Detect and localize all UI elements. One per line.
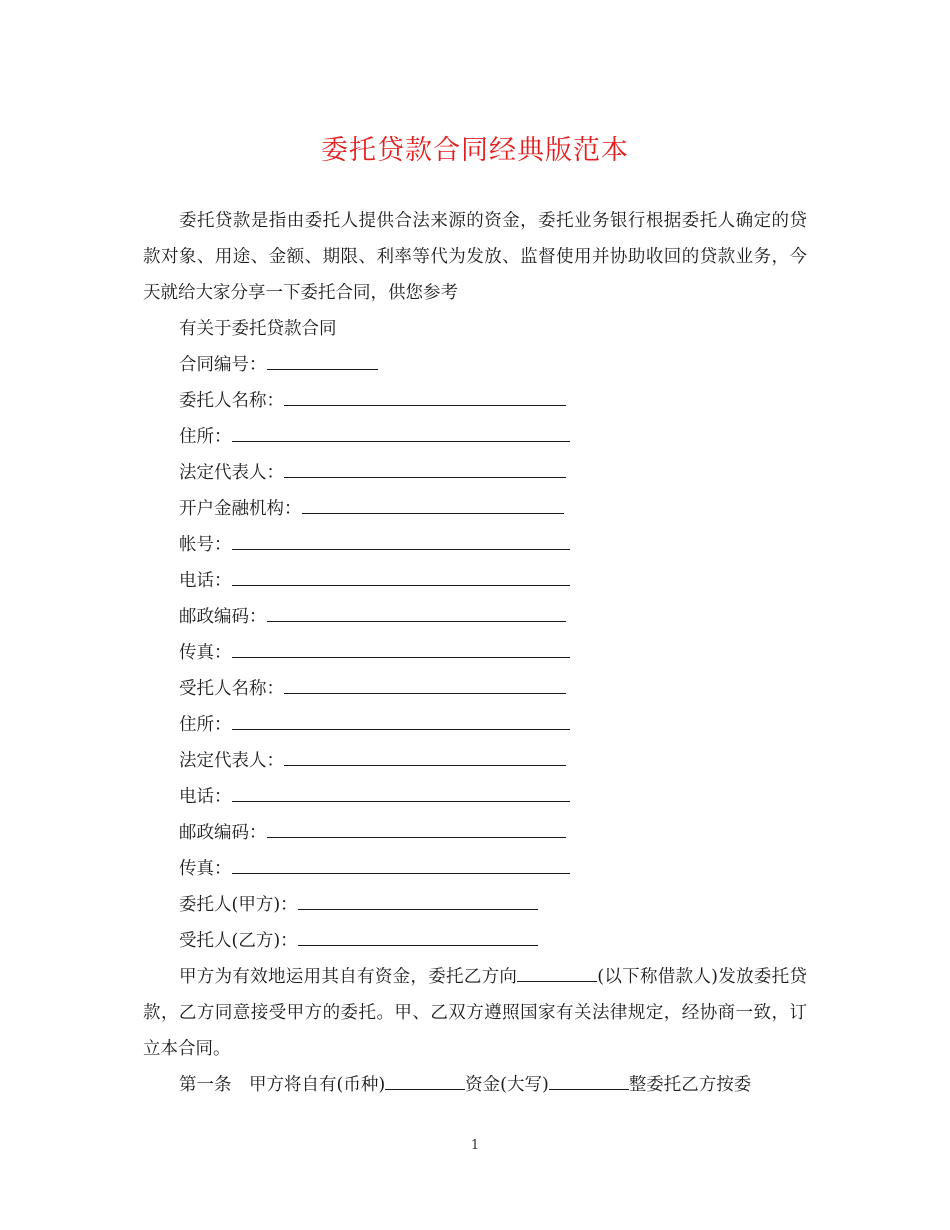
agreement-paragraph: [143, 959, 807, 1067]
field-label: 开户金融机构：: [179, 499, 302, 519]
field-principal-fax: [143, 635, 807, 671]
document-title: 委托贷款合同经典版范本: [321, 135, 629, 166]
field-trustee-address: [143, 707, 807, 743]
page-number: 1: [470, 1138, 480, 1153]
field-label: 委托人名称：: [179, 391, 284, 411]
article-1-text-1: 第一条 甲方将自有(币种): [179, 1075, 386, 1095]
principal-fax-blank[interactable]: [232, 635, 570, 658]
field-label: 受托人(乙方)：: [179, 931, 298, 951]
intro-paragraph: 委托贷款是指由委托人提供合法来源的资金，委托业务银行根据委托人确定的贷款对象、用途、金额、期限、利率等代为发放、监督使用并协助收回的贷款业务，今天就给大家分享一下委托合同，供您参考: [143, 211, 807, 303]
principal-legal-rep-blank[interactable]: [284, 455, 566, 478]
field-contract-number: [143, 347, 807, 383]
field-label: 传真：: [179, 859, 232, 879]
field-label: 法定代表人：: [179, 751, 284, 771]
field-trustee-postcode: [143, 815, 807, 851]
field-principal-name: [143, 383, 807, 419]
field-principal-phone: [143, 563, 807, 599]
field-trustee-name: [143, 671, 807, 707]
principal-bank-blank[interactable]: [302, 491, 564, 514]
trustee-postcode-blank[interactable]: [267, 815, 566, 838]
field-principal-address: [143, 419, 807, 455]
principal-phone-blank[interactable]: [232, 563, 570, 586]
contract-heading: 有关于委托贷款合同: [179, 319, 337, 339]
field-label: 住所：: [179, 715, 232, 735]
field-principal-account: [143, 527, 807, 563]
document-body: [143, 203, 807, 1103]
amount-blank[interactable]: [549, 1069, 629, 1090]
contract-number-blank[interactable]: [267, 347, 378, 370]
principal-name-blank[interactable]: [284, 383, 566, 406]
agreement-text-2: (以下称借款人)发放委托贷款，乙方同意接受甲方的委托。甲、乙双方遵照国家有关法律规定，经协商一致，订立本合同。: [143, 967, 808, 1059]
field-label: 帐号：: [179, 535, 232, 555]
field-label: 邮政编码：: [179, 607, 267, 627]
trustee-legal-rep-blank[interactable]: [284, 743, 566, 766]
field-party-a: [143, 887, 807, 923]
trustee-address-blank[interactable]: [232, 707, 570, 730]
trustee-name-blank[interactable]: [284, 671, 566, 694]
field-label: 合同编号：: [179, 355, 267, 375]
article-1-text-2: 资金(大写): [465, 1075, 549, 1095]
field-label: 法定代表人：: [179, 463, 284, 483]
party-a-blank[interactable]: [298, 887, 538, 910]
field-principal-legal-rep: [143, 455, 807, 491]
field-trustee-legal-rep: [143, 743, 807, 779]
field-label: 传真：: [179, 643, 232, 663]
borrower-blank[interactable]: [517, 961, 597, 982]
field-principal-bank: [143, 491, 807, 527]
field-label: 电话：: [179, 787, 232, 807]
field-label: 邮政编码：: [179, 823, 267, 843]
field-label: 电话：: [179, 571, 232, 591]
principal-address-blank[interactable]: [232, 419, 570, 442]
article-1-text-3: 整委托乙方按委: [628, 1075, 752, 1095]
principal-postcode-blank[interactable]: [267, 599, 566, 622]
field-principal-postcode: [143, 599, 807, 635]
trustee-fax-blank[interactable]: [232, 851, 570, 874]
field-label: 住所：: [179, 427, 232, 447]
currency-blank[interactable]: [385, 1069, 465, 1090]
field-label: 受托人名称：: [179, 679, 284, 699]
article-1-paragraph: [143, 1067, 807, 1103]
principal-account-blank[interactable]: [232, 527, 570, 550]
field-trustee-phone: [143, 779, 807, 815]
field-party-b: [143, 923, 807, 959]
agreement-text-1: 甲方为有效地运用其自有资金，委托乙方向: [179, 967, 518, 987]
trustee-phone-blank[interactable]: [232, 779, 570, 802]
party-b-blank[interactable]: [298, 923, 538, 946]
field-label: 委托人(甲方)：: [179, 895, 298, 915]
field-trustee-fax: [143, 851, 807, 887]
